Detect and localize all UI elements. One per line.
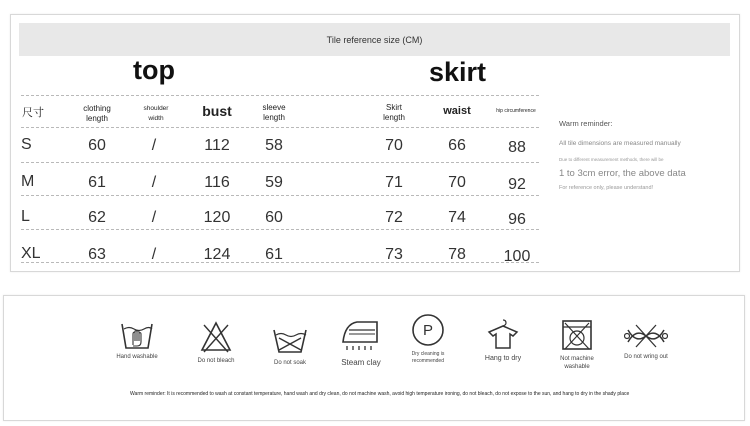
care-item-no-bleach <box>188 320 244 365</box>
bust-cell: 112 <box>204 137 230 154</box>
skirt-length-cell: 72 <box>385 209 403 226</box>
header-skirt-length: Skirt length <box>383 103 405 122</box>
note-line: Due to different measurement methods, there will be <box>559 157 664 162</box>
care-label: Not machine washable <box>560 356 594 370</box>
hip-cell: 88 <box>508 139 526 156</box>
waist-cell: 70 <box>448 174 466 191</box>
size-cell: XL <box>21 245 41 262</box>
sleeve-length-cell: 61 <box>265 246 283 263</box>
care-item-steam-iron <box>334 316 388 367</box>
no-wring-icon <box>624 322 668 350</box>
header-hip-circumference: hip circumference <box>496 108 536 114</box>
size-cell: L <box>21 208 30 225</box>
care-warm-reminder: Warm reminder: It is recommended to wash at constant temperature, hand wash and dry clean, do not machine wash, avoid high temperature ironing, do not bleach, do not expose to the sun, and hang to dry in the shady place <box>130 391 630 397</box>
clothing-length-cell: 62 <box>88 209 106 226</box>
waist-cell: 66 <box>448 137 466 154</box>
size-cell: S <box>21 136 32 153</box>
skirt-length-cell: 73 <box>385 246 403 263</box>
no-soak-icon <box>270 326 310 356</box>
hip-cell: 92 <box>508 176 526 193</box>
warm-reminder-heading: Warm reminder: <box>559 119 613 128</box>
row-divider <box>21 229 539 230</box>
row-divider <box>21 127 539 128</box>
care-instructions-panel <box>3 295 745 421</box>
care-item-hand-wash <box>112 320 162 361</box>
header-size: 尺寸 <box>22 107 44 119</box>
header-waist: waist <box>443 105 471 117</box>
header-shoulder-width: shoulder width <box>143 105 169 122</box>
row-divider <box>21 162 539 163</box>
care-label: Do not wring out <box>624 354 668 360</box>
chart-title: Tile reference size (CM) <box>19 23 730 56</box>
care-item-dry-clean <box>402 312 454 365</box>
size-cell: M <box>21 173 35 190</box>
svg-text:P: P <box>422 322 434 339</box>
sleeve-length-cell: 60 <box>265 209 283 226</box>
header-bust: bust <box>202 103 232 119</box>
hand-wash-icon <box>120 320 154 350</box>
shoulder-width-cell: / <box>151 174 157 191</box>
hang-dry-icon <box>485 316 521 352</box>
shoulder-width-cell: / <box>151 137 157 154</box>
skirt-length-cell: 70 <box>385 137 403 154</box>
shoulder-width-cell: / <box>151 246 157 263</box>
sleeve-length-cell: 58 <box>265 137 283 154</box>
clothing-length-cell: 61 <box>88 174 106 191</box>
clothing-length-cell: 60 <box>88 137 106 154</box>
hip-cell: 100 <box>503 248 531 265</box>
skirt-heading: skirt <box>429 57 487 87</box>
note-line: 1 to 3cm error, the above data <box>559 168 686 179</box>
care-item-no-wring <box>618 322 674 361</box>
bust-cell: 120 <box>203 209 231 226</box>
care-label: Hand washable <box>116 354 158 360</box>
dry-clean-icon <box>410 312 446 348</box>
row-divider <box>21 195 539 196</box>
clothing-length-cell: 63 <box>88 246 106 263</box>
no-machine-wash-icon <box>559 318 595 352</box>
shoulder-width-cell: / <box>151 209 157 226</box>
care-label: Do not bleach <box>197 358 235 364</box>
size-chart-panel <box>10 14 740 272</box>
care-label: Hang to dry <box>484 355 522 362</box>
waist-cell: 74 <box>448 209 466 226</box>
header-sleeve-length: sleeve length <box>262 103 286 122</box>
care-label: Do not soak <box>273 360 307 366</box>
top-heading: top <box>133 55 175 85</box>
bust-cell: 124 <box>203 246 231 263</box>
skirt-length-cell: 71 <box>385 174 403 191</box>
care-item-hang-dry <box>476 316 530 363</box>
note-line: All tile dimensions are measured manually <box>559 140 681 147</box>
no-bleach-icon <box>199 320 233 354</box>
header-clothing-length: clothing length <box>83 104 111 123</box>
care-item-no-machine-wash <box>550 318 604 371</box>
steam-iron-icon <box>339 316 383 356</box>
bust-cell: 116 <box>204 174 230 191</box>
row-divider <box>21 95 539 96</box>
hip-cell: 96 <box>508 211 526 228</box>
care-item-no-soak <box>262 326 318 367</box>
note-line: For reference only, please understand! <box>559 185 654 191</box>
waist-cell: 78 <box>448 246 466 263</box>
care-label: Dry cleaning is recommended <box>411 351 445 364</box>
care-label: Steam clay <box>341 358 381 367</box>
sleeve-length-cell: 59 <box>265 174 283 191</box>
